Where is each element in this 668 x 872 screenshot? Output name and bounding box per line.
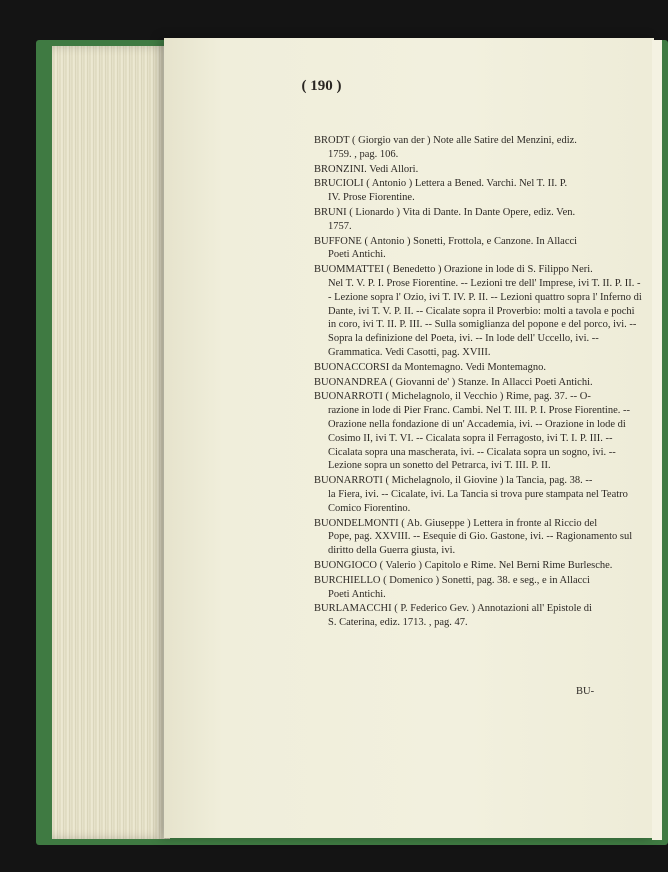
right-page-edge xyxy=(652,40,662,840)
page-edges xyxy=(52,46,170,839)
index-entry xyxy=(314,376,642,390)
entry-continuation: IV. Prose Fiorentine. xyxy=(328,192,415,204)
entry-continuation: razione in lode di Pier Franc. Cambi. Nel T. III. P. I. Prose Fiorentine. -- Orazione nella fondazione di un' Accademia, ivi. -- Orazione in lode di Cosimo II, ivi T. VI. -- Cicalata sopra il Ferragosto, ivi T. I. P. III. -- Cicalata sopra una mascherata, ivi. -- Cicalata sopra un sogno, ivi. -- Lezione sopra un sonetto del Petrarca, ivi T. III. P. II. xyxy=(328,405,631,472)
entry-continuation: S. Caterina, ediz. 1713. , pag. 47. xyxy=(328,617,468,629)
index-entry xyxy=(314,517,642,558)
entry-heading-line: BUFFONE ( Antonio ) Sonetti, Frottola, e Canzone. In Allacci xyxy=(314,235,578,247)
index-entry xyxy=(314,574,642,602)
entry-heading-line: BUONARROTI ( Michelagnolo, il Vecchio ) Rime, pag. 37. -- O- xyxy=(314,391,591,403)
index-entry xyxy=(314,602,642,630)
entry-heading-line: BUONDELMONTI ( Ab. Giuseppe ) Lettera in fronte al Riccio del xyxy=(314,517,598,529)
entry-continuation: Poeti Antichi. xyxy=(328,588,386,600)
entry-heading-line: BUONANDREA ( Giovanni de' ) Stanze. In Allacci Poeti Antichi. xyxy=(314,376,593,388)
entry-heading-line: BRUCIOLI ( Antonio ) Lettera a Bened. Varchi. Nel T. II. P. xyxy=(314,178,568,190)
entry-heading-line: BUONGIOCO ( Valerio ) Capitolo e Rime. Nel Berni Rime Burlesche. xyxy=(314,559,613,571)
entry-continuation: Nel T. V. P. I. Prose Fiorentine. -- Lezioni tre dell' Imprese, ivi T. II. P. II. -- Lezione sopra l' Ozio, ivi T. IV. P. II. -- Lezioni quattro sopra l' Inferno di Dante, ivi T. V. P. II. -- Cicalate sopra il Proverbio: molti a tavola e pochi in coro, ivi T. II. P. III. -- Sulla somiglianza del popone e del porco, ivi. -- Sopra la definizione del Poeta, ivi. -- In lode dell' Uccello, ivi. -- Grammatica. Vedi Casotti, pag. XVIII. xyxy=(328,277,642,358)
index-entry xyxy=(314,390,642,473)
index-entry xyxy=(314,177,642,205)
entry-continuation: 1759. , pag. 106. xyxy=(328,148,399,160)
entry-continuation: la Fiera, ivi. -- Cicalate, ivi. La Tancia si trova pure stampata nel Teatro Comico Fiorentino. xyxy=(328,488,628,514)
page-number: ( 190 ) xyxy=(301,78,342,94)
entry-heading-line: BUONARROTI ( Michelagnolo, il Giovine ) la Tancia, pag. 38. -- xyxy=(314,475,593,487)
index-entry xyxy=(314,559,642,573)
entry-heading-line: BURCHIELLO ( Domenico ) Sonetti, pag. 38. e seg., e in Allacci xyxy=(314,574,590,586)
entry-heading-line: BUOMMATTEI ( Benedetto ) Orazione in lode di S. Filippo Neri. xyxy=(314,264,593,276)
entry-heading-line: BUONACCORSI da Montemagno. Vedi Montemagno. xyxy=(314,361,546,373)
entry-continuation: Pope, pag. XXVIII. -- Esequie di Gio. Gastone, ivi. -- Ragionamento sul diritto della Guerra giusta, ivi. xyxy=(328,531,633,557)
entry-continuation: Poeti Antichi. xyxy=(328,249,386,261)
index-entry xyxy=(314,235,642,263)
index-entry xyxy=(314,474,642,515)
entry-heading-line: BRUNI ( Lionardo ) Vita di Dante. In Dante Opere, ediz. Ven. xyxy=(314,206,576,218)
index-entry xyxy=(314,134,642,162)
entry-heading-line: BURLAMACCHI ( P. Federico Gev. ) Annotazioni all' Epistole di xyxy=(314,603,592,615)
index-entries xyxy=(314,134,642,631)
index-entry xyxy=(314,206,642,234)
entry-continuation: 1757. xyxy=(328,220,352,232)
catchword: BU- xyxy=(576,686,595,697)
index-entry xyxy=(314,263,642,360)
index-entry xyxy=(314,163,642,177)
entry-heading-line: BRONZINI. Vedi Allori. xyxy=(314,163,419,175)
entry-heading-line: BRODT ( Giorgio van der ) Note alle Satire del Menzini, ediz. xyxy=(314,135,577,146)
index-entry xyxy=(314,361,642,375)
